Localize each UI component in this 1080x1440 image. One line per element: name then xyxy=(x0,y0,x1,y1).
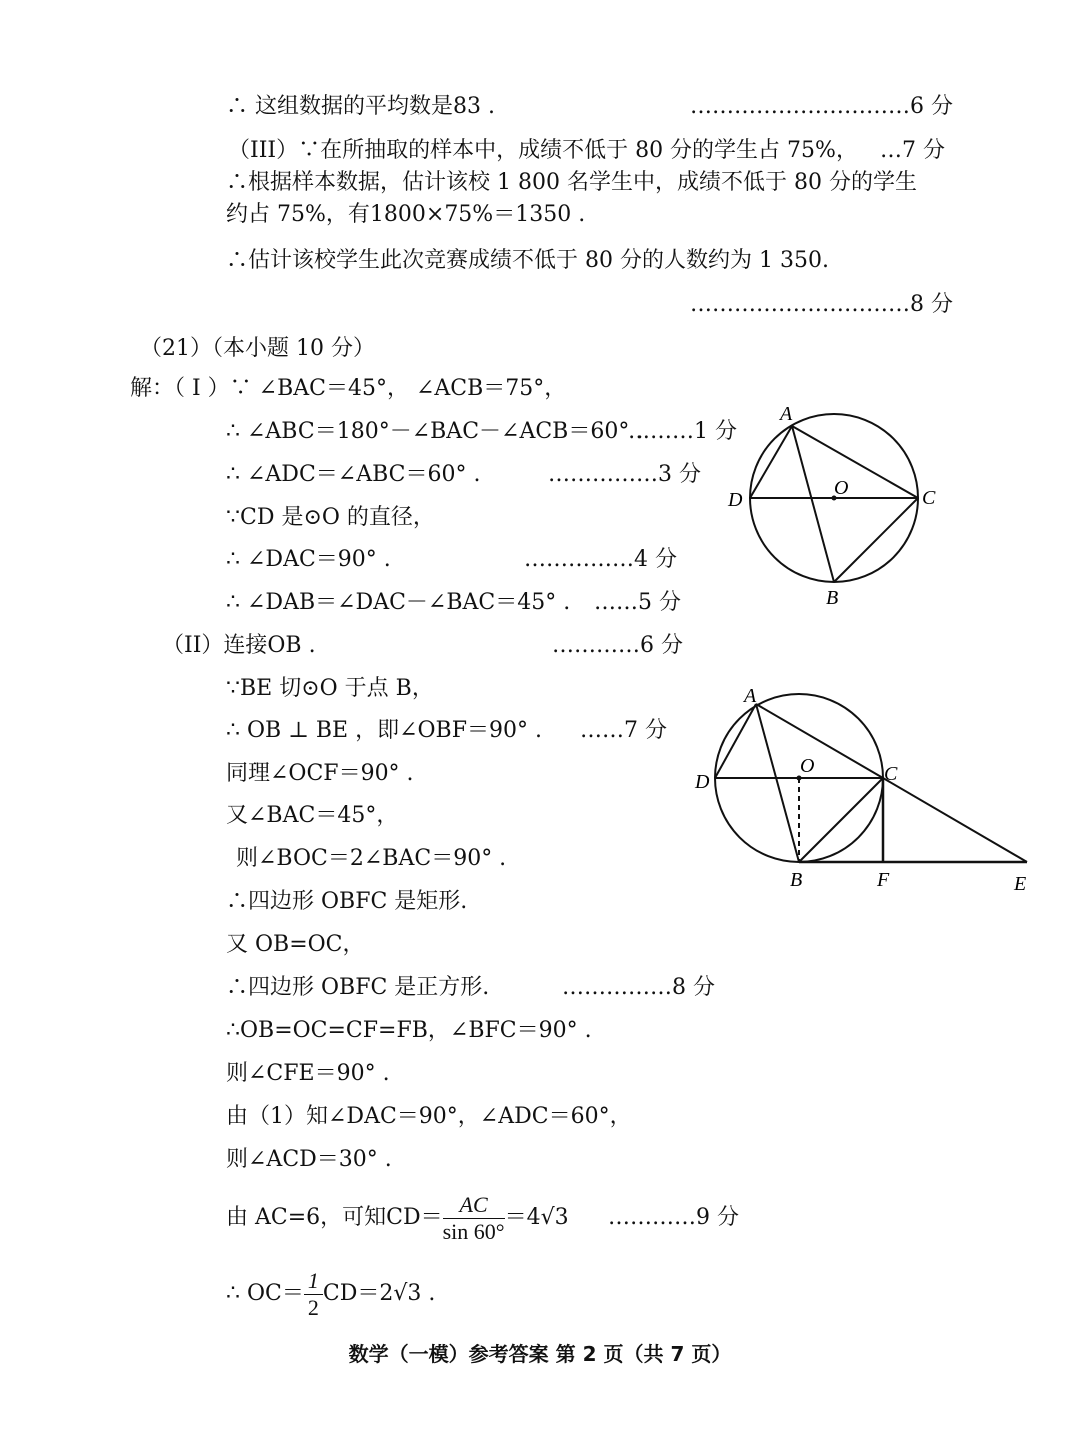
segment-bc xyxy=(834,498,918,582)
label-d: D xyxy=(728,489,743,511)
solution-part1-line6: ∴ ∠DAB＝∠DAC－∠BAC＝45° . xyxy=(226,590,571,615)
segment-ce xyxy=(883,778,1027,862)
mean-conclusion: ∴ 这组数据的平均数是83 . xyxy=(226,94,495,119)
figure-circle-2 xyxy=(692,686,1042,906)
segment-bc xyxy=(799,778,883,862)
solution-part1-line2: ∴ ∠ABC＝180°－∠BAC－∠ACB＝60° . xyxy=(226,419,644,444)
solution-part2-line1: （II）连接OB . xyxy=(162,633,316,658)
part3-line: （III）∵在所抽取的样本中，成绩不低于 80 分的学生占 75%， xyxy=(228,138,858,163)
fraction-one-half xyxy=(304,1268,323,1321)
solution-part1-line5: ∴ ∠DAC＝90° . xyxy=(226,547,391,572)
cd-length-result: ＝4√3 xyxy=(504,1205,569,1230)
solution-part2-line8: 又 OB=OC， xyxy=(226,932,365,957)
solution-part2-line11: 则∠CFE＝90° . xyxy=(226,1061,390,1086)
label-a: A xyxy=(780,403,793,425)
label-c: C xyxy=(922,487,936,509)
solution-part2-line3: ∴ OB ⊥ BE ，即∠OBF＝90° . xyxy=(226,718,542,743)
solution-part1-line4: ∵CD 是⊙O 的直径， xyxy=(226,505,435,530)
fraction-numerator: 1 xyxy=(304,1268,323,1295)
solution-part2-line10: ∴OB=OC=CF=FB，∠BFC＝90° . xyxy=(226,1018,592,1043)
fraction-denominator: 2 xyxy=(307,1294,319,1320)
estimate-line-2: 约占 75%，有1800×75%＝1350 . xyxy=(226,202,586,227)
label-b: B xyxy=(826,587,839,609)
solution-part2-line5: 又∠BAC＝45°， xyxy=(226,803,399,828)
segment-ad xyxy=(750,426,792,498)
score-9: …………9 分 xyxy=(608,1205,739,1230)
oc-length-line xyxy=(226,1264,435,1324)
score-3: ……………3 分 xyxy=(548,462,701,487)
segment-ad xyxy=(715,704,756,778)
question-header: （21）（本小题 10 分） xyxy=(140,336,375,361)
solution-part1-line3: ∴ ∠ADC＝∠ABC＝60° . xyxy=(226,462,481,487)
fraction-ac-over-sin60 xyxy=(443,1192,505,1245)
label-d: D xyxy=(695,771,710,793)
estimate-line: ∴根据样本数据，估计该校 1 800 名学生中，成绩不低于 80 分的学生 xyxy=(226,170,917,195)
fraction-numerator: AC xyxy=(443,1192,505,1219)
solution-part2-line6: 则∠BOC＝2∠BAC＝90° . xyxy=(236,846,507,871)
score-7: …7 分 xyxy=(880,138,945,163)
label-o: O xyxy=(800,755,815,777)
segment-ac xyxy=(792,426,918,498)
segment-ac xyxy=(756,704,883,778)
label-a: A xyxy=(744,686,757,707)
label-b: B xyxy=(790,869,803,891)
label-e: E xyxy=(1014,873,1027,895)
score-6b: …………6 分 xyxy=(552,633,683,658)
score-1: ………1 分 xyxy=(628,419,737,444)
solution-part2-line9: ∴四边形 OBFC 是正方形. xyxy=(226,975,490,1000)
solution-part1-line1: 解：（ I ）∵ ∠BAC＝45°， ∠ACB＝75°， xyxy=(130,376,567,401)
score-8: …………………………8 分 xyxy=(690,292,953,317)
solution-part2-line2: ∵BE 切⊙O 于点 B， xyxy=(226,676,434,701)
score-5: ……5 分 xyxy=(594,590,681,615)
estimate-conclusion: ∴估计该校学生此次竞赛成绩不低于 80 分的人数约为 1 350. xyxy=(226,248,829,273)
segment-ab xyxy=(756,704,799,862)
oc-length-result: CD＝2√3 . xyxy=(322,1281,436,1306)
oc-length-prefix: ∴ OC＝ xyxy=(226,1281,304,1306)
solution-part2-line13: 则∠ACD＝30° . xyxy=(226,1147,392,1172)
solution-part2-line4: 同理∠OCF＝90° . xyxy=(226,761,414,786)
fraction-denominator: sin 60° xyxy=(442,1218,505,1244)
segment-ab xyxy=(792,426,834,582)
label-f: F xyxy=(877,869,890,891)
score-7b: ……7 分 xyxy=(580,718,667,743)
score-4: ……………4 分 xyxy=(524,547,677,572)
figure-circle-1 xyxy=(722,402,962,622)
score-8b: ……………8 分 xyxy=(562,975,715,1000)
page-footer: 数学（一模）参考答案 第 2 页（共 7 页） xyxy=(348,1342,732,1366)
cd-length-line xyxy=(226,1188,569,1248)
label-o: O xyxy=(834,477,849,499)
cd-length-prefix: 由 AC=6，可知CD＝ xyxy=(226,1205,443,1230)
score-6: …………………………6 分 xyxy=(690,94,953,119)
solution-part2-line12: 由（1）知∠DAC＝90°，∠ADC＝60°， xyxy=(226,1104,632,1129)
label-c: C xyxy=(884,763,898,785)
solution-part2-line7: ∴四边形 OBFC 是矩形. xyxy=(226,889,468,914)
